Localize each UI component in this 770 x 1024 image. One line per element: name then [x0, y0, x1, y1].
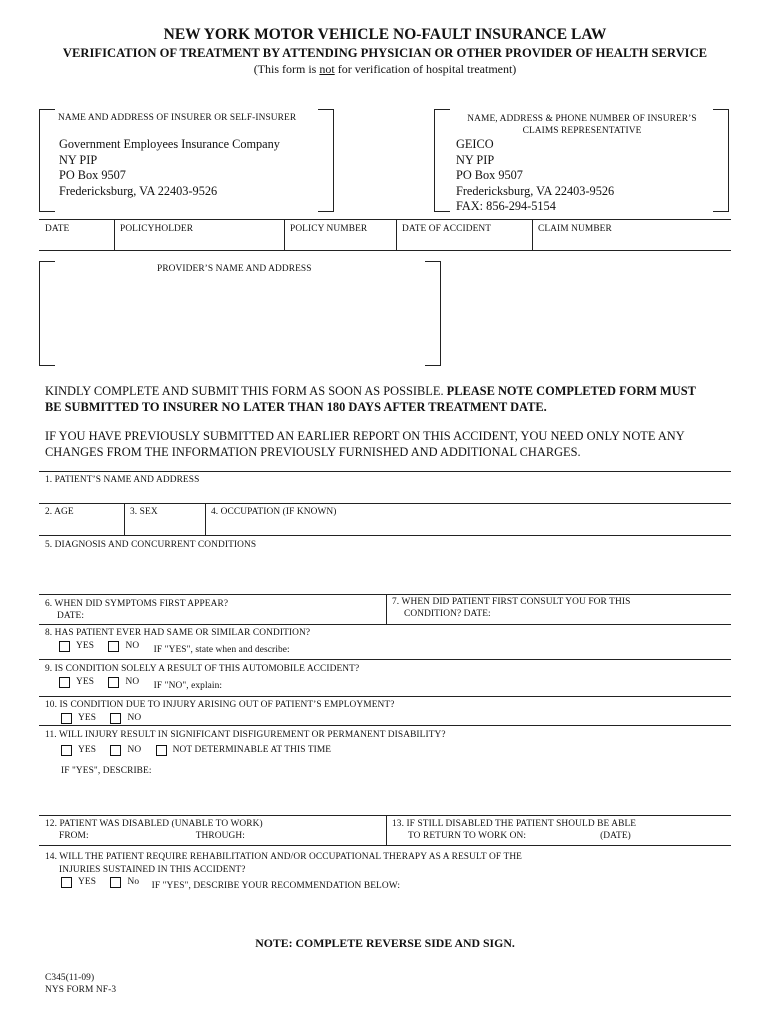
- instructions-paragraph-1: KINDLY COMPLETE AND SUBMIT THIS FORM AS SOON AS POSSIBLE. PLEASE NOTE COMPLETED FORM MUST BE SUBMITTED TO INSURER NO LATER THAN 180 DAYS AFTER TREATMENT DATE.: [45, 384, 696, 414]
- q3-sex[interactable]: 3. SEX: [130, 507, 158, 517]
- provider-name-address-field[interactable]: [44, 282, 434, 360]
- insurer-box-left: [39, 109, 40, 212]
- form-subtitle: VERIFICATION OF TREATMENT BY ATTENDING PHYSICIAN OR OTHER PROVIDER OF HEALTH SERVICE: [62, 46, 708, 60]
- q14-no-checkbox[interactable]: No: [110, 876, 139, 889]
- q5-diagnosis[interactable]: 5. DIAGNOSIS AND CONCURRENT CONDITIONS: [45, 540, 257, 550]
- q6-symptoms-first-appear[interactable]: 6. WHEN DID SYMPTOMS FIRST APPEAR? DATE:: [45, 599, 229, 621]
- q10-no-checkbox[interactable]: NO: [110, 712, 141, 725]
- insurer-address: Government Employees Insurance Company NY PIP PO Box 9507 Fredericksburg, VA 22403-9526: [59, 137, 280, 198]
- instructions-paragraph-2: IF YOU HAVE PREVIOUSLY SUBMITTED AN EARLIER REPORT ON THIS ACCIDENT, YOU NEED ONLY NOTE ANY CHANGES FROM THE INFORMATION PREVIOUSLY FURNISHED AND ADDITIONAL CHARGES.: [45, 429, 685, 459]
- field-date[interactable]: DATE: [45, 224, 70, 234]
- q1-patient-name-address[interactable]: 1. PATIENT’S NAME AND ADDRESS: [45, 475, 200, 485]
- claims-rep-label: NAME, ADDRESS & PHONE NUMBER OF INSURER’S CLAIMS REPRESENTATIVE: [467, 114, 697, 136]
- q9-if-no: IF "NO", explain:: [153, 681, 223, 691]
- q10-employment: 10. IS CONDITION DUE TO INJURY ARISING OUT OF PATIENT’S EMPLOYMENT? YES NO: [45, 700, 395, 723]
- q4-occupation[interactable]: 4. OCCUPATION (IF KNOWN): [211, 507, 337, 517]
- field-claim-number[interactable]: CLAIM NUMBER: [538, 224, 612, 234]
- form-code: C345(11-09) NYS FORM NF-3: [45, 973, 117, 995]
- field-date-of-accident[interactable]: DATE OF ACCIDENT: [402, 224, 492, 234]
- insurer-label: NAME AND ADDRESS OF INSURER OR SELF-INSURER: [58, 113, 297, 123]
- field-policyholder[interactable]: POLICYHOLDER: [120, 224, 194, 234]
- form-note: (This form is not for verification of hospital treatment): [253, 62, 517, 76]
- form-title: NEW YORK MOTOR VEHICLE NO-FAULT INSURANCE LAW: [163, 26, 607, 43]
- field-policy-number[interactable]: POLICY NUMBER: [290, 224, 368, 234]
- q8-if-yes: IF "YES", state when and describe:: [153, 645, 290, 655]
- q11-disfigurement: 11. WILL INJURY RESULT IN SIGNIFICANT DISFIGUREMENT OR PERMANENT DISABILITY? YES NO NOT DETERMINABLE AT THIS TIME IF "YES", DESCRIBE:: [45, 730, 446, 776]
- q14-yes-checkbox[interactable]: YES: [61, 876, 96, 889]
- q12-disabled[interactable]: 12. PATIENT WAS DISABLED (UNABLE TO WORK) FROM: THROUGH:: [45, 819, 263, 841]
- q14-rehabilitation: 14. WILL THE PATIENT REQUIRE REHABILITATION AND/OR OCCUPATIONAL THERAPY AS A RESULT OF THE INJURIES SUSTAINED IN THIS ACCIDENT? YES No IF "YES", DESCRIBE YOUR RECOMMENDATION BELOW:: [45, 852, 523, 891]
- complete-reverse-note: NOTE: COMPLETE REVERSE SIDE AND SIGN.: [255, 936, 515, 950]
- q7-first-consult[interactable]: 7. WHEN DID PATIENT FIRST CONSULT YOU FOR THIS CONDITION? DATE:: [392, 597, 631, 619]
- q11-yes-checkbox[interactable]: YES: [61, 743, 96, 757]
- q9-yes-checkbox[interactable]: YES: [59, 676, 94, 689]
- q9-solely-automobile: 9. IS CONDITION SOLELY A RESULT OF THIS AUTOMOBILE ACCIDENT? YES NO IF "NO", explain:: [45, 664, 360, 691]
- q8-no-checkbox[interactable]: NO: [108, 640, 139, 653]
- q8-similar-condition: 8. HAS PATIENT EVER HAD SAME OR SIMILAR CONDITION? YES NO IF "YES", state when and describe:: [45, 628, 311, 655]
- q9-no-checkbox[interactable]: NO: [108, 676, 139, 689]
- q11-no-checkbox[interactable]: NO: [110, 743, 141, 757]
- q13-return-to-work[interactable]: 13. IF STILL DISABLED THE PATIENT SHOULD BE ABLE TO RETURN TO WORK ON: (DATE): [392, 819, 637, 841]
- q11-not-determinable-checkbox[interactable]: NOT DETERMINABLE AT THIS TIME: [156, 743, 331, 757]
- claims-rep-address: GEICO NY PIP PO Box 9507 Fredericksburg, VA 22403-9526 FAX: 856-294-5154: [456, 137, 615, 214]
- provider-label: PROVIDER’S NAME AND ADDRESS: [157, 264, 312, 274]
- q8-yes-checkbox[interactable]: YES: [59, 640, 94, 653]
- q10-yes-checkbox[interactable]: YES: [61, 712, 96, 725]
- q2-age[interactable]: 2. AGE: [45, 507, 74, 517]
